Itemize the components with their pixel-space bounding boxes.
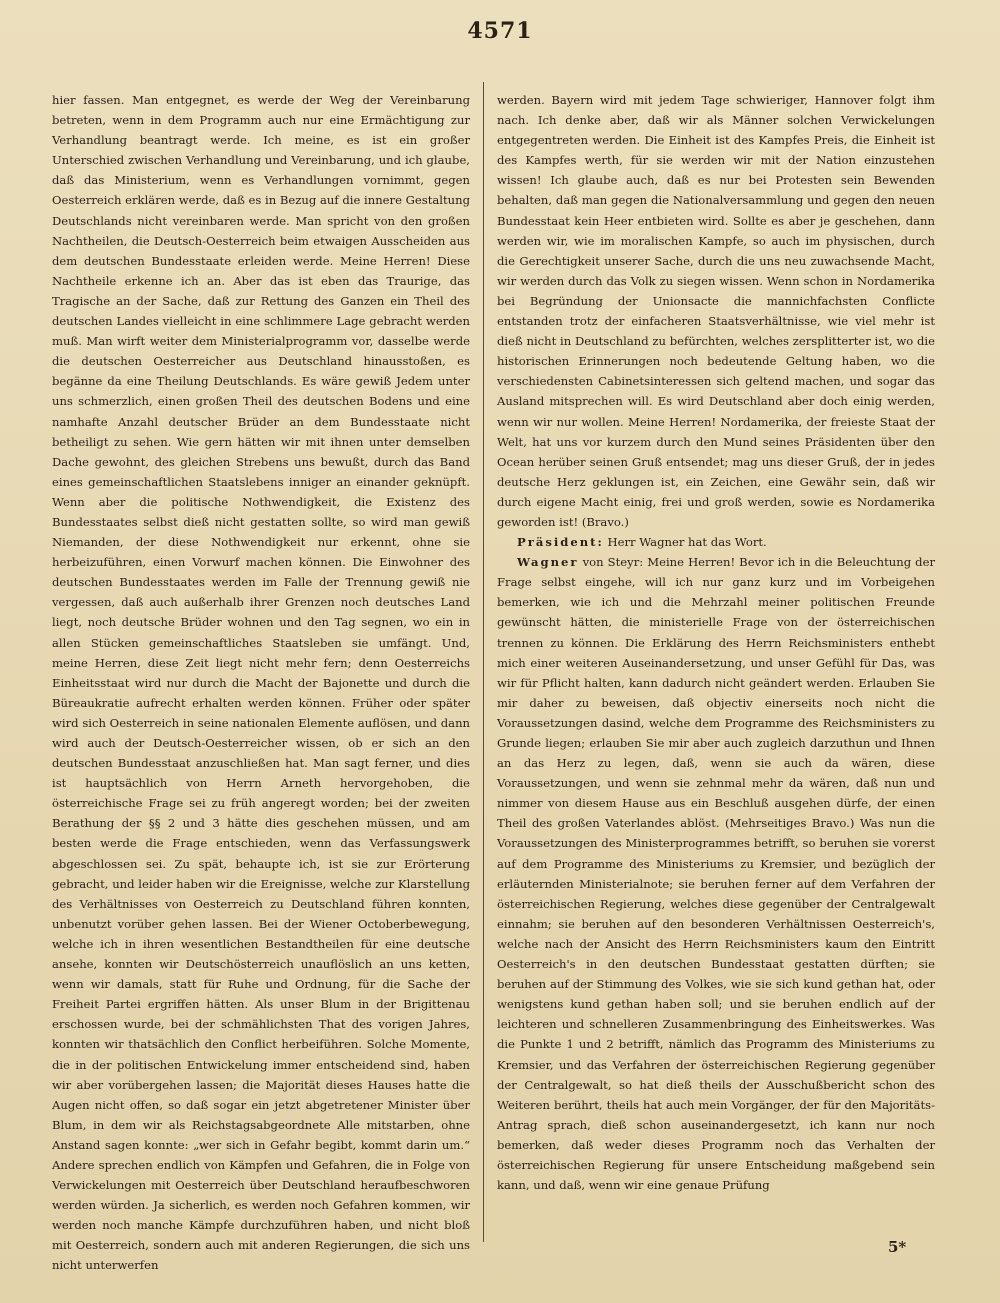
- right-column-paragraph: werden. Bayern wird mit jedem Tage schwieriger, Hannover folgt ihm nach. Ich denke aber, daß wir als Männer solchen Verwickelungen entgegentreten werden. Die Einheit ist des Kampfes Preis, die Einheit ist des Kampfes werth, für sie werden wir mit der Nation einzustehen wissen! Ich glaube auch, daß es nur bei Protesten sein Bewenden behalten, daß man gegen die Nationalversammlung und gegen den neuen Bundesstaat kein Heer entbieten wird. Sollte es aber je geschehen, dann werden wir, wie im moralischen Kampfe, so auch im physischen, durch die Gerechtigkeit unserer Sache, durch die uns neu zuwachsende Macht, wir werden durch das Volk zu siegen wissen. Wenn schon in Nordamerika bei Begründung der Unionsacte die mannichfachsten Conflicte entstanden trotz der einfacheren Staatsverhältnisse, wie viel mehr ist dieß nicht in Deutschland zu befürchten, welches zersplitterter ist, wo die historischen Erinnerungen noch bedeutende Geltung haben, wo die verschiedensten Cabinetsinteressen sich geltend machen, und sogar das Ausland mitsprechen will. Es wird Deutschland aber doch einig werden, wenn wir nur wollen. Meine Herren! Nordamerika, der freieste Staat der Welt, hat uns vor kurzem durch den Mund seines Präsidenten über den Ocean herüber seinen Gruß entsendet; mag uns dieser Gruß, der in jedes deutsche Herz geklungen ist, ein Zeichen, eine Gewähr sein, daß wir durch eigene Macht einig, frei und groß werden, sowie es Nordamerika geworden ist! (Bravo.): [497, 93, 935, 529]
- speech-paragraph: [497, 552, 935, 1195]
- left-column-text: hier fassen. Man entgegnet, es werde der Weg der Vereinbarung betreten, wenn in dem Programm auch nur eine Ermächtigung zur Verhandlung beantragt werde. Ich meine, es ist ein großer Unterschied zwischen Verhandlung und Vereinbarung, und ich glaube, daß das Ministerium, wenn es Verhandlungen vornimmt, gegen Oesterreich erklären werde, daß es in Bezug auf die innere Gestaltung Deutschlands nicht vereinbaren werde. Man spricht von den großen Nachtheilen, die Deutsch-Oesterreich beim etwaigen Ausscheiden aus dem deutschen Bundesstaate erleiden werde. Meine Herren! Diese Nachtheile erkenne ich an. Aber das ist eben das Traurige, das Tragische an der Sache, daß zur Rettung des Ganzen ein Theil des deutschen Landes vielleicht in eine schlimmere Lage gebracht werden muß. Man wirft weiter dem Ministerialprogramm vor, dasselbe werde die deutschen Oesterreicher aus Deutschland hinausstoßen, es begänne da eine Theilung Deutschlands. Es wäre gewiß Jedem unter uns schmerzlich, einen großen Theil des deutschen Bodens und eine namhafte Anzahl deutscher Brüder an dem Bundesstaate nicht betheiligt zu sehen. Wie gern hätten wir mit ihnen unter demselben Dache gewohnt, des gleichen Strebens uns bewußt, durch das Band eines gemeinschaftlichen Staatslebens inniger an einander geknüpft. Wenn aber die politische Nothwendigkeit, die Existenz des Bundesstaates selbst dieß nicht gestatten sollte, so wird man gewiß Niemanden, der diese Nothwendigkeit nur erkennt, ohne sie herbeizuführen, einen Vorwurf machen können. Die Einwohner des deutschen Bundesstaates werden im Falle der Trennung gewiß nie vergessen, daß auch außerhalb ihrer Grenzen noch deutsches Land liegt, noch deutsche Brüder wohnen und den Tag segnen, wo ein in allen Stücken gemeinschaftliches Staatsleben sie umfängt. Und, meine Herren, diese Zeit liegt nicht mehr fern; denn Oesterreichs Einheitsstaat wird nur durch die Macht der Bajonette und durch die Büreaukratie aufrecht erhalten werden können. Früher oder später wird sich Oesterreich in seine nationalen Elemente auflösen, und dann wird auch der Deutsch-Oesterreicher wissen, ob er sich an den deutschen Bundesstaat anzuschließen hat. Man sagt ferner, und dies ist hauptsächlich von Herrn Arneth hervorgehoben, die österreichische Frage sei zu früh angeregt worden; bei der zweiten Berathung der §§ 2 und 3 hätte dies geschehen müssen, und am besten werde die Frage entschieden, wenn das Verfassungswerk abgeschlossen sei. Zu spät, behaupte ich, ist sie zur Erörterung gebracht, und leider haben wir die Ereignisse, welche zur Klarstellung des Verhältnisses von Oesterreich zu Deutschland führen konnten, unbenutzt vorüber gehen lassen. Bei der Wiener Octoberbewegung, welche ich in ihren wesentlichen Bestandtheilen für eine deutsche ansehe, konnten wir Deutschösterreich unauflöslich an uns ketten, wenn wir damals, statt für Ruhe und Ordnung, für die Sache der Freiheit Partei ergriffen hätten. Als unser Blum in der Brigittenau erschossen wurde, bei der schmählichsten That des vorigen Jahres, konnten wir thatsächlich den Conflict herbeiführen. Solche Momente, die in der politischen Entwickelung immer entscheidend sind, haben wir aber vorübergehen lassen; die Majorität dieses Hauses hatte die Augen nicht offen, so daß sogar ein jetzt abgetretener Minister über Blum, in dem wir als Reichstagsabgeordnete Alle mitstarben, ohne Anstand sagen konnte: „wer sich in Gefahr begibt, kommt darin um.“ Andere sprechen endlich von Kämpfen und Gefahren, die in Folge von Verwickelungen mit Oesterreich über Deutschland heraufbeschworen werden würden. Ja sicherlich, es werden noch Gefahren kommen, wir werden noch manche Kämpfe durchzuführen haben, und nicht bloß mit Oesterreich, sondern auch mit anderen Regierungen, die sich uns nicht unterwerfen: [52, 93, 470, 1273]
- president-remark: [497, 532, 935, 552]
- president-label: Präsident:: [517, 535, 604, 550]
- page-number: 4571: [467, 18, 533, 44]
- speaker-name: Wagner: [517, 555, 579, 570]
- president-text: Herr Wagner hat das Wort.: [607, 535, 767, 550]
- column-divider: [483, 82, 484, 1242]
- right-column: [497, 90, 935, 1240]
- left-column: [52, 90, 470, 1273]
- signature-mark: 5*: [888, 1238, 907, 1256]
- speaker-origin: von Steyr:: [582, 555, 644, 570]
- speech-text: Meine Herren! Bevor ich in die Beleuchtung der Frage selbst eingehe, will ich nur ganz kurz und im Vorbeigehen bemerken, wie ich und die Mehrzahl meiner politischen Freunde gewünscht hätten, die ministerielle Frage von der österreichischen trennen zu können. Die Erklärung des Herrn Reichsministers enthebt mich einer weiteren Auseinandersetzung, und unser Gefühl für Das, was wir für Pflicht halten, kann dadurch nicht geändert werden. Erlauben Sie mir daher zu beweisen, daß objectiv einerseits noch nicht die Voraussetzungen dasind, welche dem Programme des Reichsministers zu Grunde liegen; erlauben Sie mir aber auch zugleich darzuthun und Ihnen an das Herz zu legen, daß, wenn sie auch da wären, diese Voraussetzungen, und wenn sie zehnmal mehr da wären, daß nun und nimmer von diesem Hause aus ein Beschluß ausgehen dürfe, der einen Theil des großen Vaterlandes ablöst. (Mehrseitiges Bravo.) Was nun die Voraussetzungen des Ministerprogrammes betrifft, so beruhen sie vorerst auf dem Programme des Ministeriums zu Kremsier, und bezüglich der erläuternden Ministerialnote; sie beruhen ferner auf dem Verfahren der österreichischen Regierung, welches diese gegenüber der Centralgewalt einnahm; sie beruhen auf den besonderen Verhältnissen Oesterreich's, welche nach der Ansicht des Herrn Reichsministers kaum den Eintritt Oesterreich's in den deutschen Bundesstaat gestatten dürften; sie beruhen auf der Stimmung des Volkes, wie sie sich kund gethan hat, oder wenigstens kund gethan haben soll; und sie beruhen endlich auf der leichteren und schnelleren Zusammenbringung des Einheitswerkes. Was die Punkte 1 und 2 betrifft, nämlich das Programm des Ministeriums zu Kremsier, und das Verfahren der österreichischen Regierung gegenüber der Centralgewalt, so hat dieß theils der Ausschußbericht schon des Weiteren berührt, theils hat auch mein Vorgänger, der für den Majoritäts-Antrag sprach, dieß schon auseinandergesetzt, ich kann nur noch bemerken, daß weder dieses Programm noch das Verhalten der österreichischen Regierung für unsere Entscheidung maßgebend sein kann, und daß, wenn wir eine genaue Prüfung: [497, 555, 936, 1193]
